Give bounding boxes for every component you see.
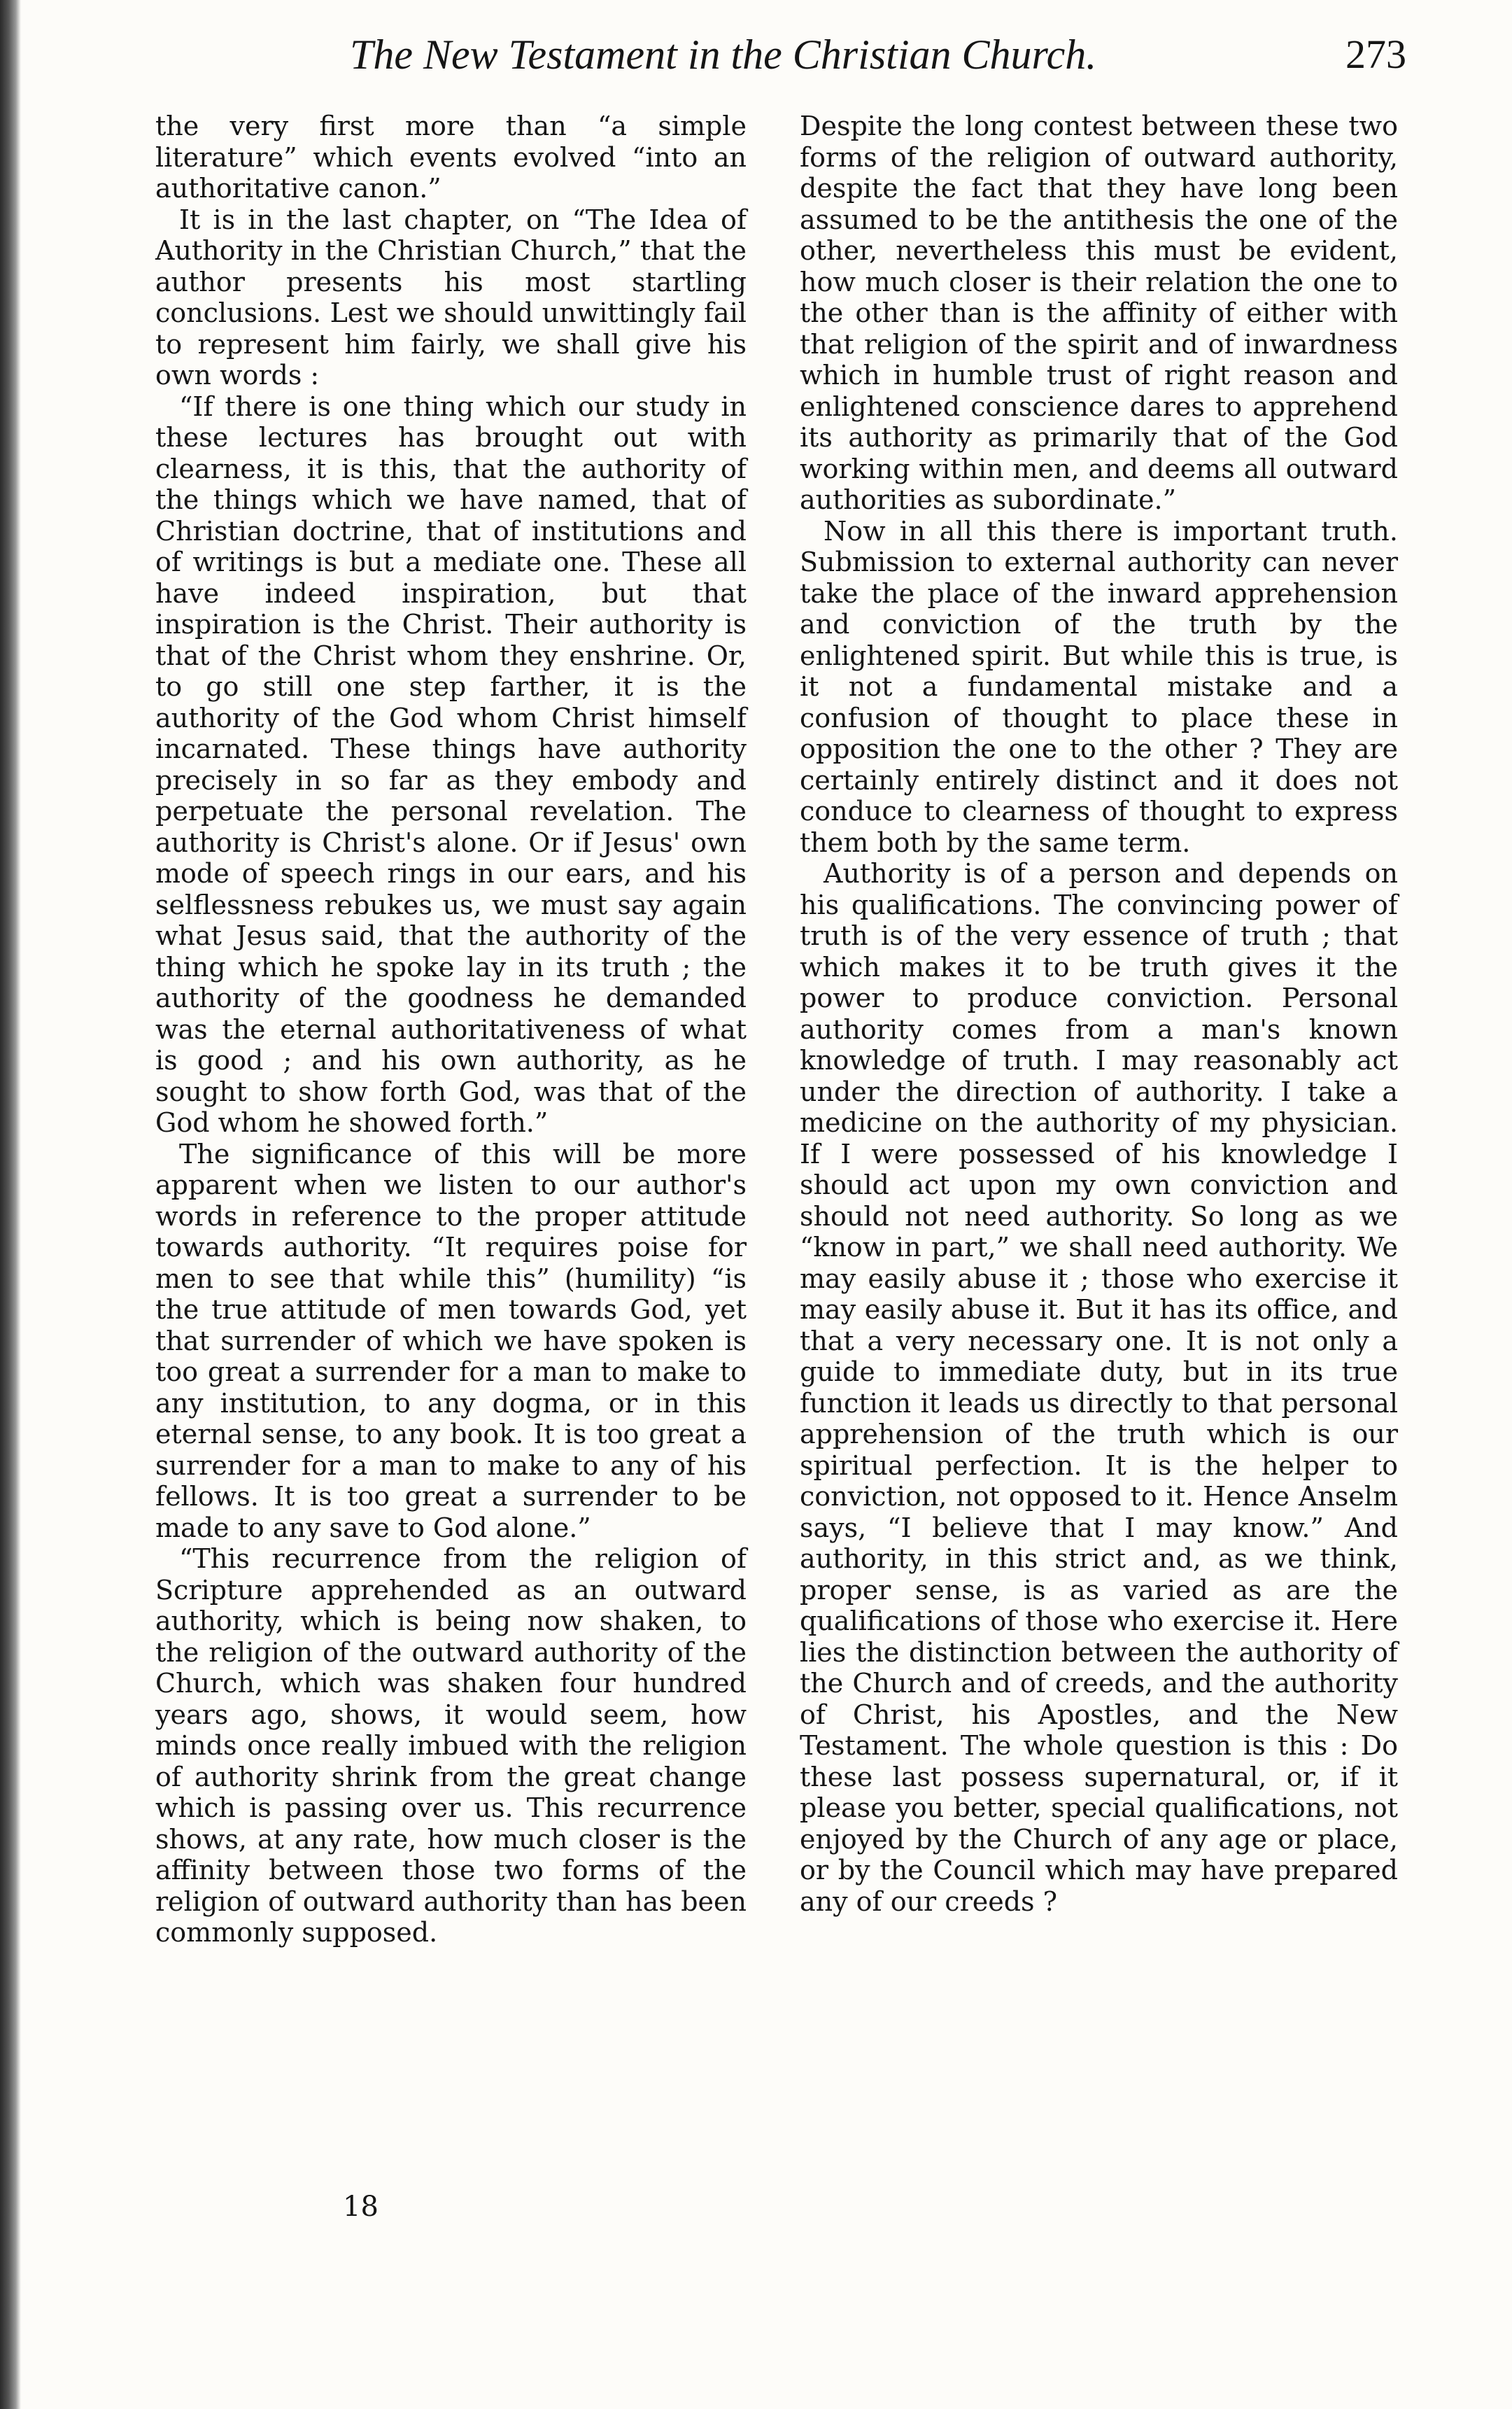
page-number: 273 (1345, 31, 1406, 77)
right-column (800, 111, 1398, 1917)
paragraph: It is in the last chapter, on “The Idea of Authority in the Christian Church,” that the author presents his most startling conclusions. Lest we should unwittingly fail to represent him fairly, we shall give his own words : (155, 204, 747, 391)
paragraph: Despite the long contest between these two forms of the religion of outward authority, despite the fact that they have long been assumed to be the antithesis the one of the other, nevertheless this must be evident, how much closer is their relation the one to the other than is the affinity of either with that religion of the spirit and of inwardness which in humble trust of right reason and enlightened conscience dares to apprehend its authority as primarily that of the God working within men, and deems all outward authorities as subordinate.” (800, 111, 1398, 515)
running-title: The New Testament in the Christian Church. (350, 31, 1097, 78)
paragraph: Authority is of a person and depends on his qualifications. The convincing power of truth is of the very essence of truth ; that which makes it to be truth gives it the power to produce conviction. Personal authority comes from a man's known knowledge of truth. I may reasonably act under the direction of authority. I take a medicine on the authority of my physician. If I were possessed of his knowledge I should act upon my own conviction and should not need authority. So long as we “know in part,” we shall need authority. We may easily abuse it ; those who exercise it may easily abuse it. But it has its office, and that a very necessary one. It is not only a guide to immediate duty, but in its true function it leads us directly to that personal apprehension of the truth which is our spiritual perfection. It is the helper to conviction, not opposed to it. Hence Anselm says, “I believe that I may know.” And authority, in this strict and, as we think, proper sense, is as varied as are the qualifications of those who exercise it. Here lies the distinction between the authority of the Church and of creeds, and the authority of Christ, his Apostles, and the New Testament. The whole question is this : Do these last possess supernatural, or, if it please you better, special qualifications, not enjoyed by the Church of any age or place, or by the Council which may have prepared any of our creeds ? (800, 858, 1398, 1917)
signature-mark: 18 (343, 2191, 379, 2223)
paragraph: The significance of this will be more apparent when we listen to our author's words in reference to the proper attitude towards authority. “It requires poise for men to see that while this” (humility) “is the true attitude of men towards God, yet that surrender of which we have spoken is too great a surrender for a man to make to any institution, to any dogma, or in this eternal sense, to any book. It is too great a surrender for a man to make to any of his fellows. It is too great a surrender to be made to any save to God alone.” (155, 1138, 747, 1543)
paragraph: Now in all this there is important truth. Submission to external authority can never take the place of the inward apprehension and conviction of the truth by the enlightened spirit. But while this is true, is it not a fundamental mistake and a confusion of thought to place these in opposition the one to the other ? They are certainly entirely distinct and it does not conduce to clearness of thought to express them both by the same term. (800, 515, 1398, 858)
book-spine-edge (0, 0, 21, 2409)
page-header (161, 27, 1406, 83)
quotation-paragraph: “This recurrence from the religion of Scripture apprehended as an outward authority, which is being now shaken, to the religion of the outward authority of the Church, which was shaken four hundred years ago, shows, it would seem, how minds once really imbued with the religion of authority shrink from the great change which is passing over us. This recurrence shows, at any rate, how much closer is the affinity between those two forms of the religion of outward authority than has been commonly supposed. (155, 1543, 747, 1948)
paragraph: the very first more than “a simple literature” which events evolved “into an authoritative canon.” (155, 111, 747, 204)
left-column (155, 111, 747, 1948)
quotation-paragraph: “If there is one thing which our study in these lectures has brought out with clearness, it is this, that the authority of the things which we have named, that of Christian doctrine, that of institutions and of writings is but a mediate one. These all have indeed inspiration, but that inspiration is the Christ. Their authority is that of the Christ whom they enshrine. Or, to go still one step farther, it is the authority of the God whom Christ himself incarnated. These things have authority precisely in so far as they embody and perpetuate the personal revelation. The authority is Christ's alone. Or if Jesus' own mode of speech rings in our ears, and his selflessness rebukes us, we must say again what Jesus said, that the authority of the thing which he spoke lay in its truth ; the authority of the goodness he demanded was the eternal authoritativeness of what is good ; and his own authority, as he sought to show forth God, was that of the God whom he showed forth.” (155, 391, 747, 1138)
